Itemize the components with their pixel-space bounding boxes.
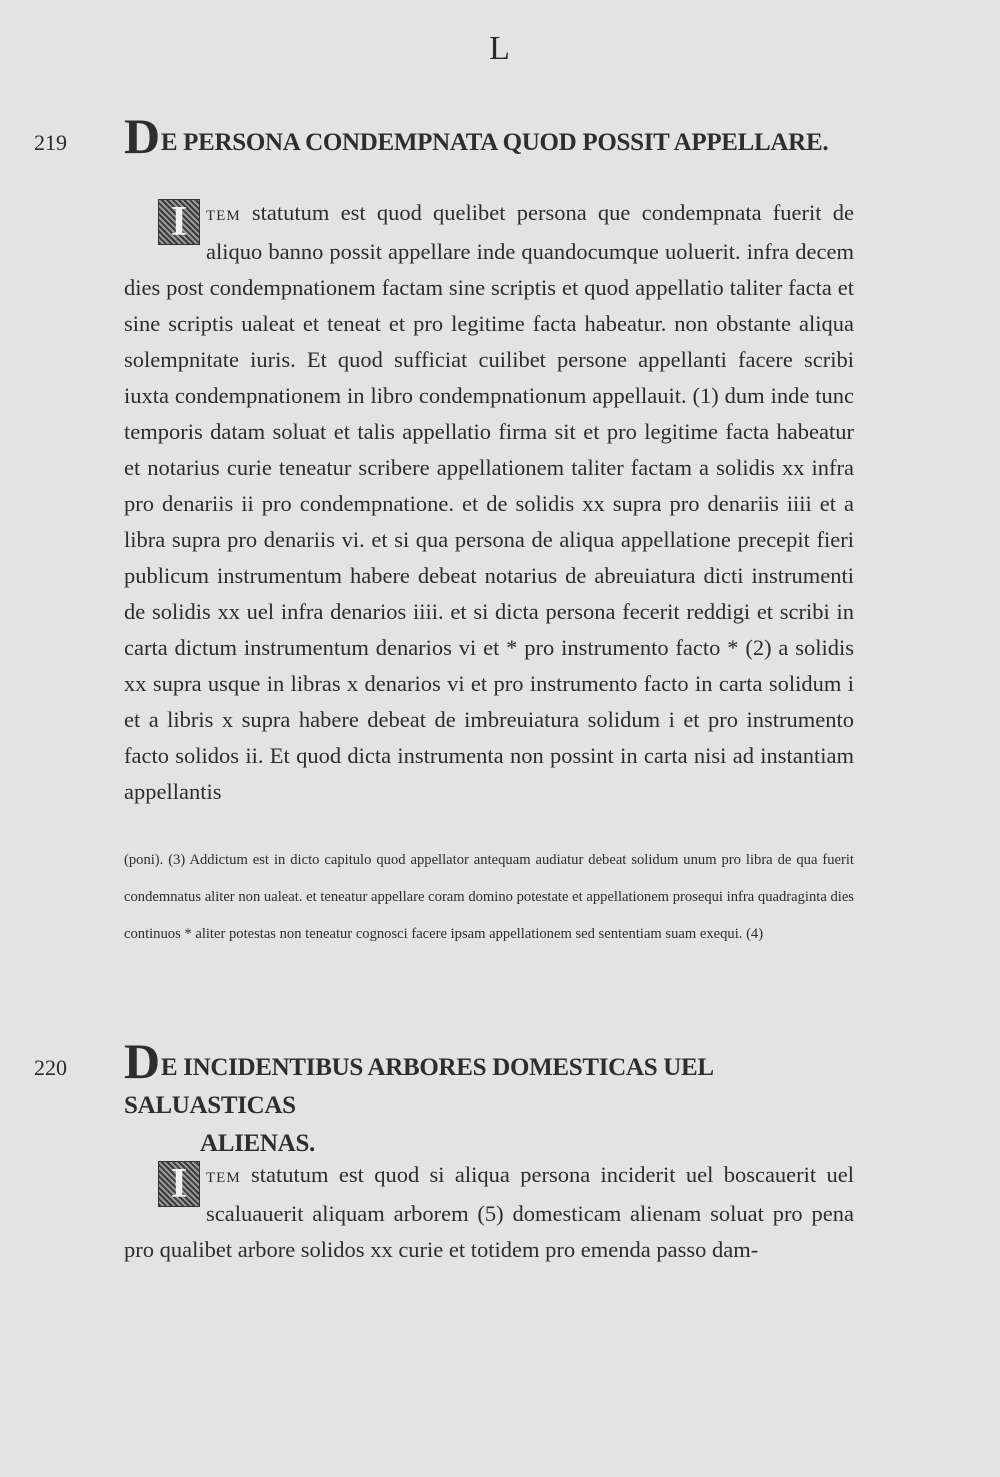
- section-number: 220: [34, 1055, 67, 1080]
- addendum-text: (poni). (3) Addictum est in dicto capitulo quod appellator antequam audiatur debeat solidum unum pro libra de qua fuerit condemnatus aliter non ualeat. et teneatur appellare coram domino potestate et appellationem prosequi infra quadraginta dies continuos * aliter potestas non teneatur cognosci facere ipsam appellationem sed sententiam suam exequi. (4): [124, 852, 854, 942]
- body-text: statutum est quod quelibet persona que condempnata fuerit de aliquo banno possit appellare inde quandocumque uoluerit. infra decem dies post condempnationem factam sine scriptis et quod appellatio taliter facta et sine scriptis ualeat et teneat et pro legitime facta habeatur. non obstante aliqua solempnitate iuris. Et quod sufficiat cuilibet persone appellanti facere scribi iuxta condempnationem in libro condempnationum appellauit. (1) dum inde tunc temporis datam soluat et talis appellatio firma sit et pro legitime facta habeatur et notarius curie teneatur scribere appellationem taliter factam a solidis xx infra pro denariis ii pro condempnatione. et de solidis xx supra pro denariis iiii et a libra supra pro denariis vi. et si qua persona de aliqua appellatione precepit fieri publicum instrumentum habere debeat notarius de abreuiatura dicti instrumenti de solidis xx uel infra denarios iiii. et si dicta persona fecerit reddigi et scribi in carta dictum instrumentum denarios vi et * pro instrumento facto * (2) a solidis xx supra usque in libras x denarios vi et pro instrumento facto in carta solidum i et a libris x supra habere debeat de imbreuiatura solidum i et pro instrumento facto solidos ii. Et quod dicta instrumenta non possint in carta nisi ad instantiam appellantis: [124, 200, 854, 804]
- heading-continuation: ALIENAS.: [200, 1130, 315, 1157]
- body-text: statutum est quod si aliqua persona inciderit uel boscauerit uel scaluauerit aliquam arborem (5) domesticam alienam soluat pro pena pro qualibet arbore solidos xx curie et totidem pro emenda passo dam-: [124, 1162, 854, 1262]
- heading-text: E PERSONA CONDEMPNATA QUOD POSSIT APPELLARE.: [160, 129, 829, 156]
- opening-word: TEM: [206, 208, 241, 224]
- page-folio: L: [489, 30, 511, 67]
- heading-initial: D: [124, 108, 160, 164]
- section-addendum: [124, 842, 854, 953]
- decorated-initial-icon: I: [158, 199, 200, 245]
- section-number: 219: [34, 130, 67, 155]
- heading-text: E INCIDENTIBUS ARBORES DOMESTICAS UEL SALUASTICAS: [124, 1054, 713, 1119]
- section-body: [124, 195, 854, 810]
- opening-word: TEM: [206, 1170, 241, 1186]
- heading-initial: D: [124, 1033, 160, 1089]
- section-body: [124, 1157, 854, 1268]
- section-heading: [124, 1033, 864, 1163]
- section-heading: [124, 108, 864, 164]
- decorated-initial-icon: I: [158, 1161, 200, 1207]
